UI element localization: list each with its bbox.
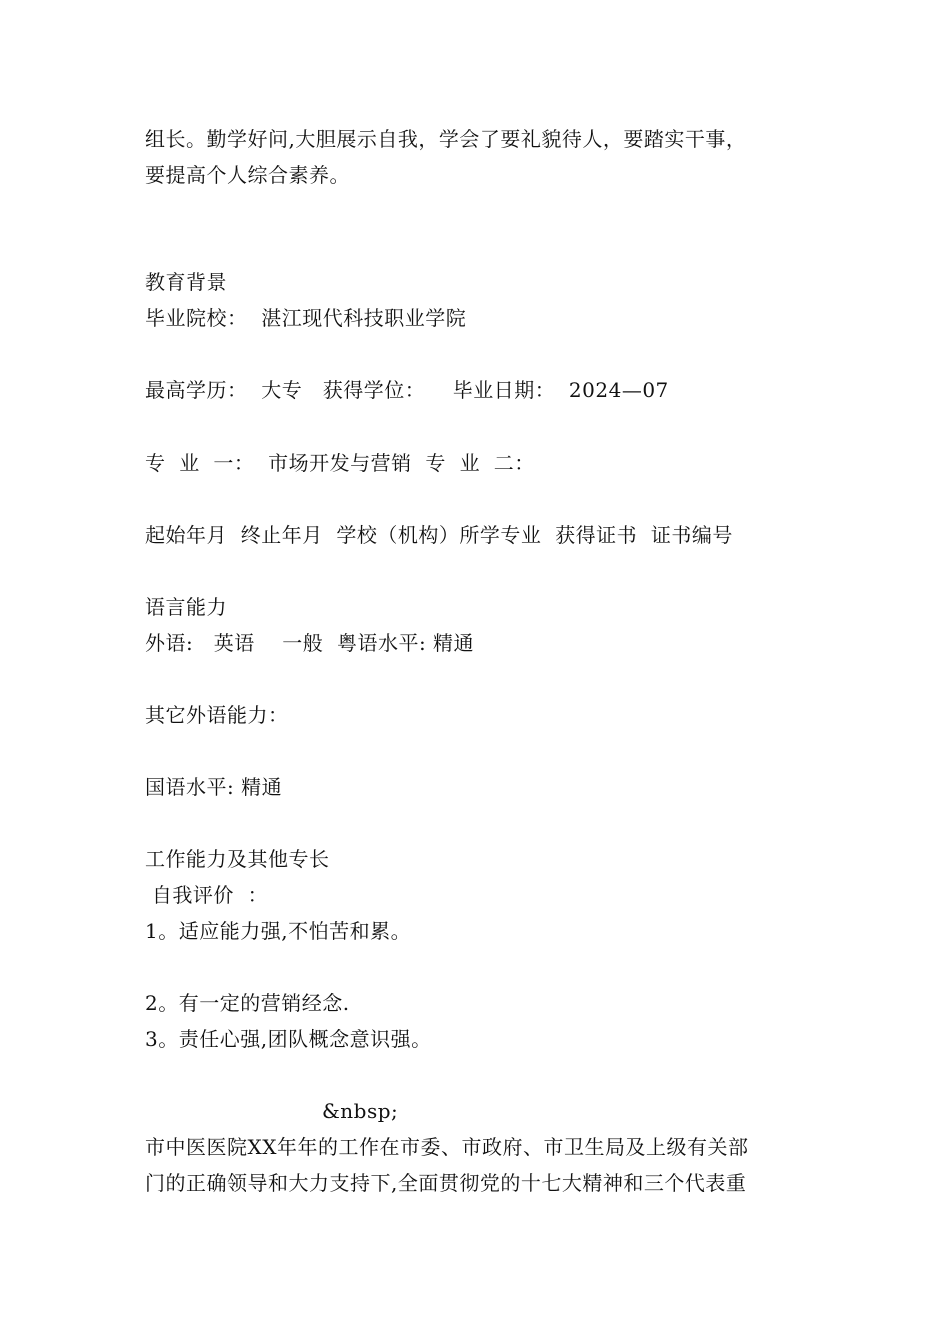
report-line-1: 市中医医院XX年年的工作在市委、市政府、市卫生局及上级有关部 xyxy=(145,1135,749,1159)
other-language-line: 其它外语能力： xyxy=(145,703,289,727)
skills-heading: 工作能力及其他专长 xyxy=(145,847,330,871)
skill-item-1: 1。适应能力强,不怕苦和累。 xyxy=(145,919,412,943)
education-table-header: 起始年月 终止年月 学校（机构）所学专业 获得证书 证书编号 xyxy=(145,523,733,547)
degree-line: 最高学历： 大专 获得学位： 毕业日期： 2024—07 xyxy=(145,378,669,402)
language-heading: 语言能力 xyxy=(145,595,227,619)
nbsp-artifact: &nbsp; xyxy=(322,1099,399,1123)
mandarin-line: 国语水平: 精通 xyxy=(145,775,283,799)
intro-line-2: 要提高个人综合素养。 xyxy=(145,163,350,187)
education-heading: 教育背景 xyxy=(145,270,227,294)
majors-line: 专 业 一： 市场开发与营销 专 业 二： xyxy=(145,451,535,475)
self-evaluation-label: 自我评价 ： xyxy=(145,883,269,907)
skill-item-2: 2。有一定的营销经念. xyxy=(145,991,350,1015)
school-line: 毕业院校： 湛江现代科技职业学院 xyxy=(145,306,467,330)
skill-item-3: 3。责任心强,团队概念意识强。 xyxy=(145,1027,432,1051)
report-line-2: 门的正确领导和大力支持下,全面贯彻党的十七大精神和三个代表重 xyxy=(145,1171,747,1195)
foreign-language-line: 外语: 英语 一般 粤语水平: 精通 xyxy=(145,631,475,655)
intro-line-1: 组长。勤学好问,大胆展示自我，学会了要礼貌待人，要踏实干事， xyxy=(145,127,747,151)
